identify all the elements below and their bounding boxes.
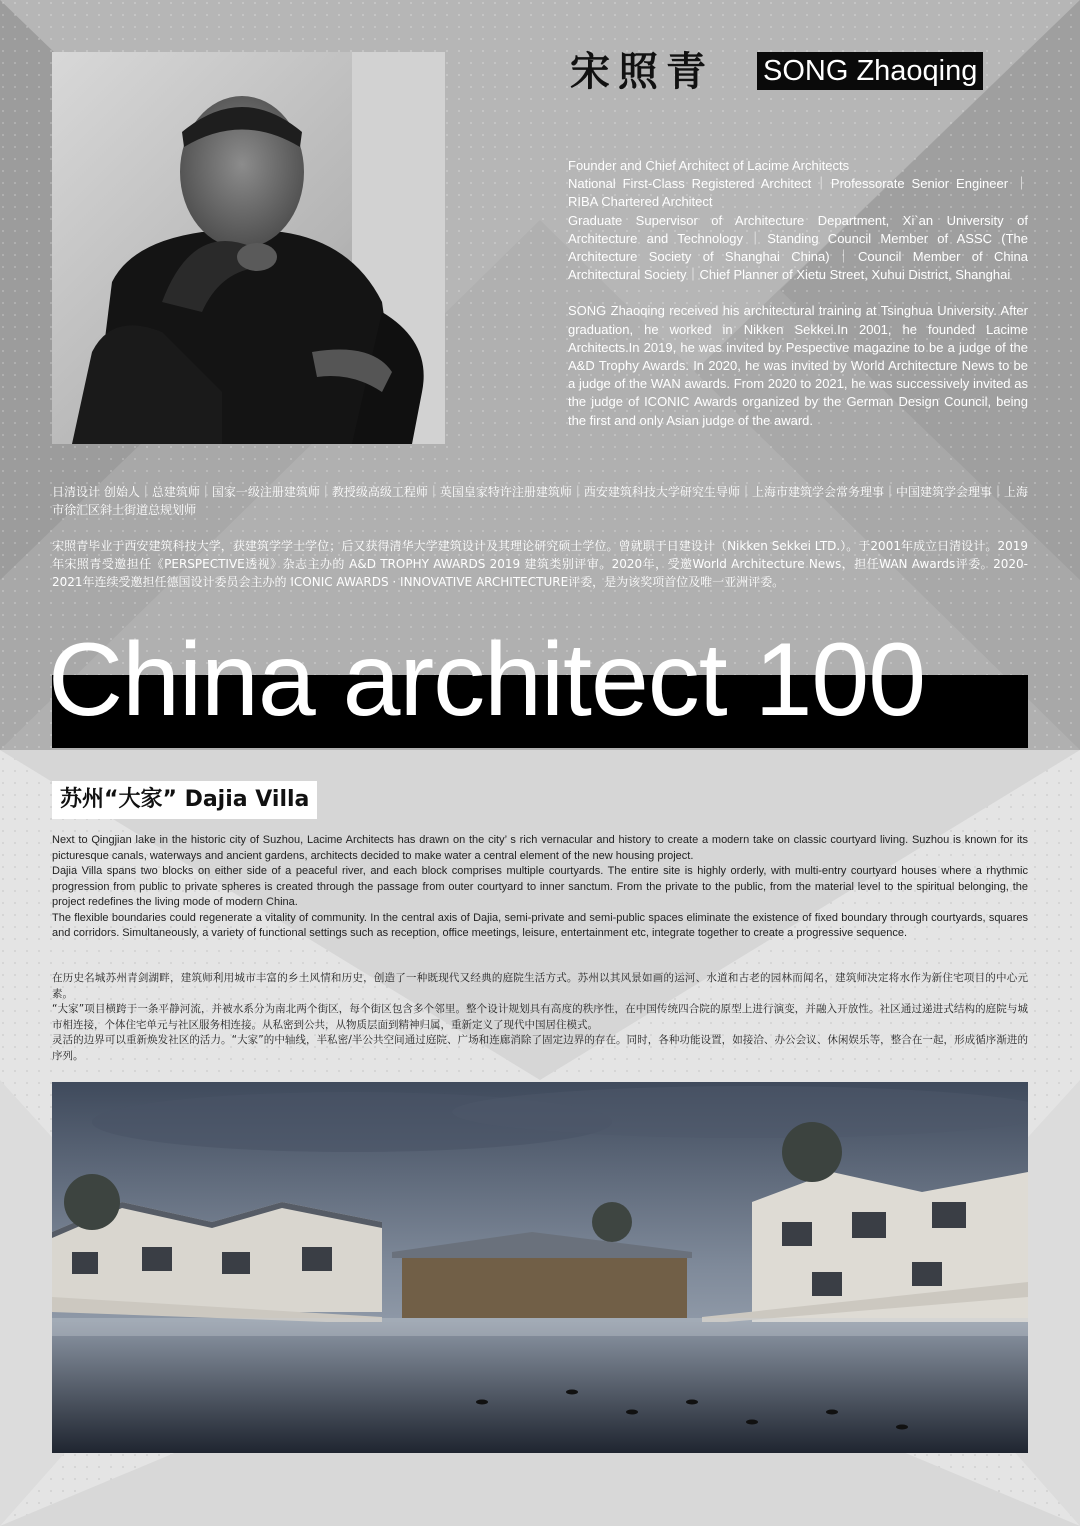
architect-name-en: SONG Zhaoqing (757, 52, 983, 90)
project-paragraph-en: Dajia Villa spans two blocks on either side of a peaceful river, and each block comprises multiple courtyards. The entire site is highly orderly, with multi-entry courtyard houses where a rhythmic progression from public to private spheres is created through the passage from outer courtyard to inner sanctum. From the private to the public, from the material level to the spiritual belonging, the project redefines the living mode of modern China. (52, 865, 1028, 908)
project-paragraph-en: Next to Qingjian lake in the historic city of Suzhou, Lacime Architects has drawn on the city’ s rich vernacular and history to create a modern take on classic courtyard living. Suzhou is known for its picturesque canals, waterways and ancient gardens, architects decided to make water a central element of the new housing project. (52, 834, 1028, 862)
project-title: 苏州“大家” Dajia Villa (52, 781, 317, 819)
project-photo-image (52, 1082, 1028, 1453)
banner-title: China architect 100 (48, 622, 926, 738)
architect-titles-cn: 日清设计 创始人｜总建筑师｜国家一级注册建筑师｜教授级高级工程师｜英国皇家特许注册建筑师｜西安建筑科技大学研究生导师｜上海市建筑学会常务理事｜中国建筑学会理事｜上海市徐汇区斜土街道总规划师 (52, 485, 1028, 517)
project-description-en (52, 833, 1028, 942)
architect-portrait (52, 52, 445, 444)
architect-bio-en: SONG Zhaoqing received his architectural training at Tsinghua University. After graduation, he worked in Nikken Sekkei.In 2001, he founded Lacime Architects.In 2019, he was invited by Pespective magazine to be a judge of the A&D Trophy Awards. In 2020, he was invited by World Architecture News to be a judge of the WAN awards. From 2020 to 2021, he was successively invited as the judge of ICONIC Awards organized by the German Design Council, being the first and only Asian judge of the award. (568, 303, 1028, 428)
architect-name-cn: 宋照青 (570, 49, 714, 95)
project-description-cn (52, 971, 1028, 1064)
project-paragraph-cn: 在历史名城苏州青剑湖畔，建筑师利用城市丰富的乡土风情和历史，创造了一种既现代又经典的庭院生活方式。苏州以其风景如画的运河、水道和古老的园林而闻名，建筑师决定将水作为新住宅项目的中心元素。 (52, 972, 1028, 1000)
project-photo (52, 1082, 1028, 1453)
architect-bio-cn: 宋照青毕业于西安建筑科技大学，获建筑学学士学位；后又获得清华大学建筑设计及其理论研究硕士学位。曾就职于日建设计（Nikken Sekkei LTD.）。于2001年成立日清设计。2019年宋照青受邀担任《PERSPECTIVE透视》杂志主办的 A&D TROPHY AWARDS 2019 建筑类别评审。2020年，受邀World Architecture News，担任WAN Awards评委。2020-2021年连续受邀担任德国设计委员会主办的 ICONIC AWARDS · INNOVATIVE ARCHITECTURE评委，是为该奖项首位及唯一亚洲评委。 (52, 539, 1028, 589)
project-paragraph-cn: 灵活的边界可以重新焕发社区的活力。“大家”的中轴线，半私密/半公共空间通过庭院、广场和连廊消除了固定边界的存在。同时，各种功能设置，如接洽、办公会议、休闲娱乐等，整合在一起，形成循序渐进的序列。 (52, 1034, 1028, 1062)
architect-titles-en: Founder and Chief Architect of Lacime Architects National First-Class Registered Architect｜Professorate Senior Engineer ｜RIBA Chartered Architect Graduate Supervisor of Architecture Department, Xi`an University of Architecture and Technology｜Standing Council Member of ASSC (The Architecture Society of Shanghai China)｜Council Member of China Architectural Society｜Chief Planner of Xietu Street, Xuhui District, Shanghai (568, 158, 1028, 283)
project-paragraph-cn: “大家”项目横跨于一条平静河流，并被水系分为南北两个街区，每个街区包含多个邻里。整个设计规划具有高度的秩序性，在中国传统四合院的原型上进行演变，并融入开放性。社区通过递进式结构的庭院与城市相连接，个体住宅单元与社区服务相连接。从私密到公共，从物质层面到精神归属，重新定义了现代中国居住模式。 (52, 1003, 1028, 1031)
project-paragraph-en: The flexible boundaries could regenerate a vitality of community. In the central axis of Dajia, semi-private and semi-public spaces eliminate the existence of fixed boundary through courtyards, squares and corridors. Simultaneously, a variety of functional settings such as reception, office meetings, leisure, entertainment etc, integrate together to create a progressive sequence. (52, 911, 1028, 939)
architect-bio-en-block (568, 157, 1028, 430)
portrait-image (52, 52, 445, 444)
